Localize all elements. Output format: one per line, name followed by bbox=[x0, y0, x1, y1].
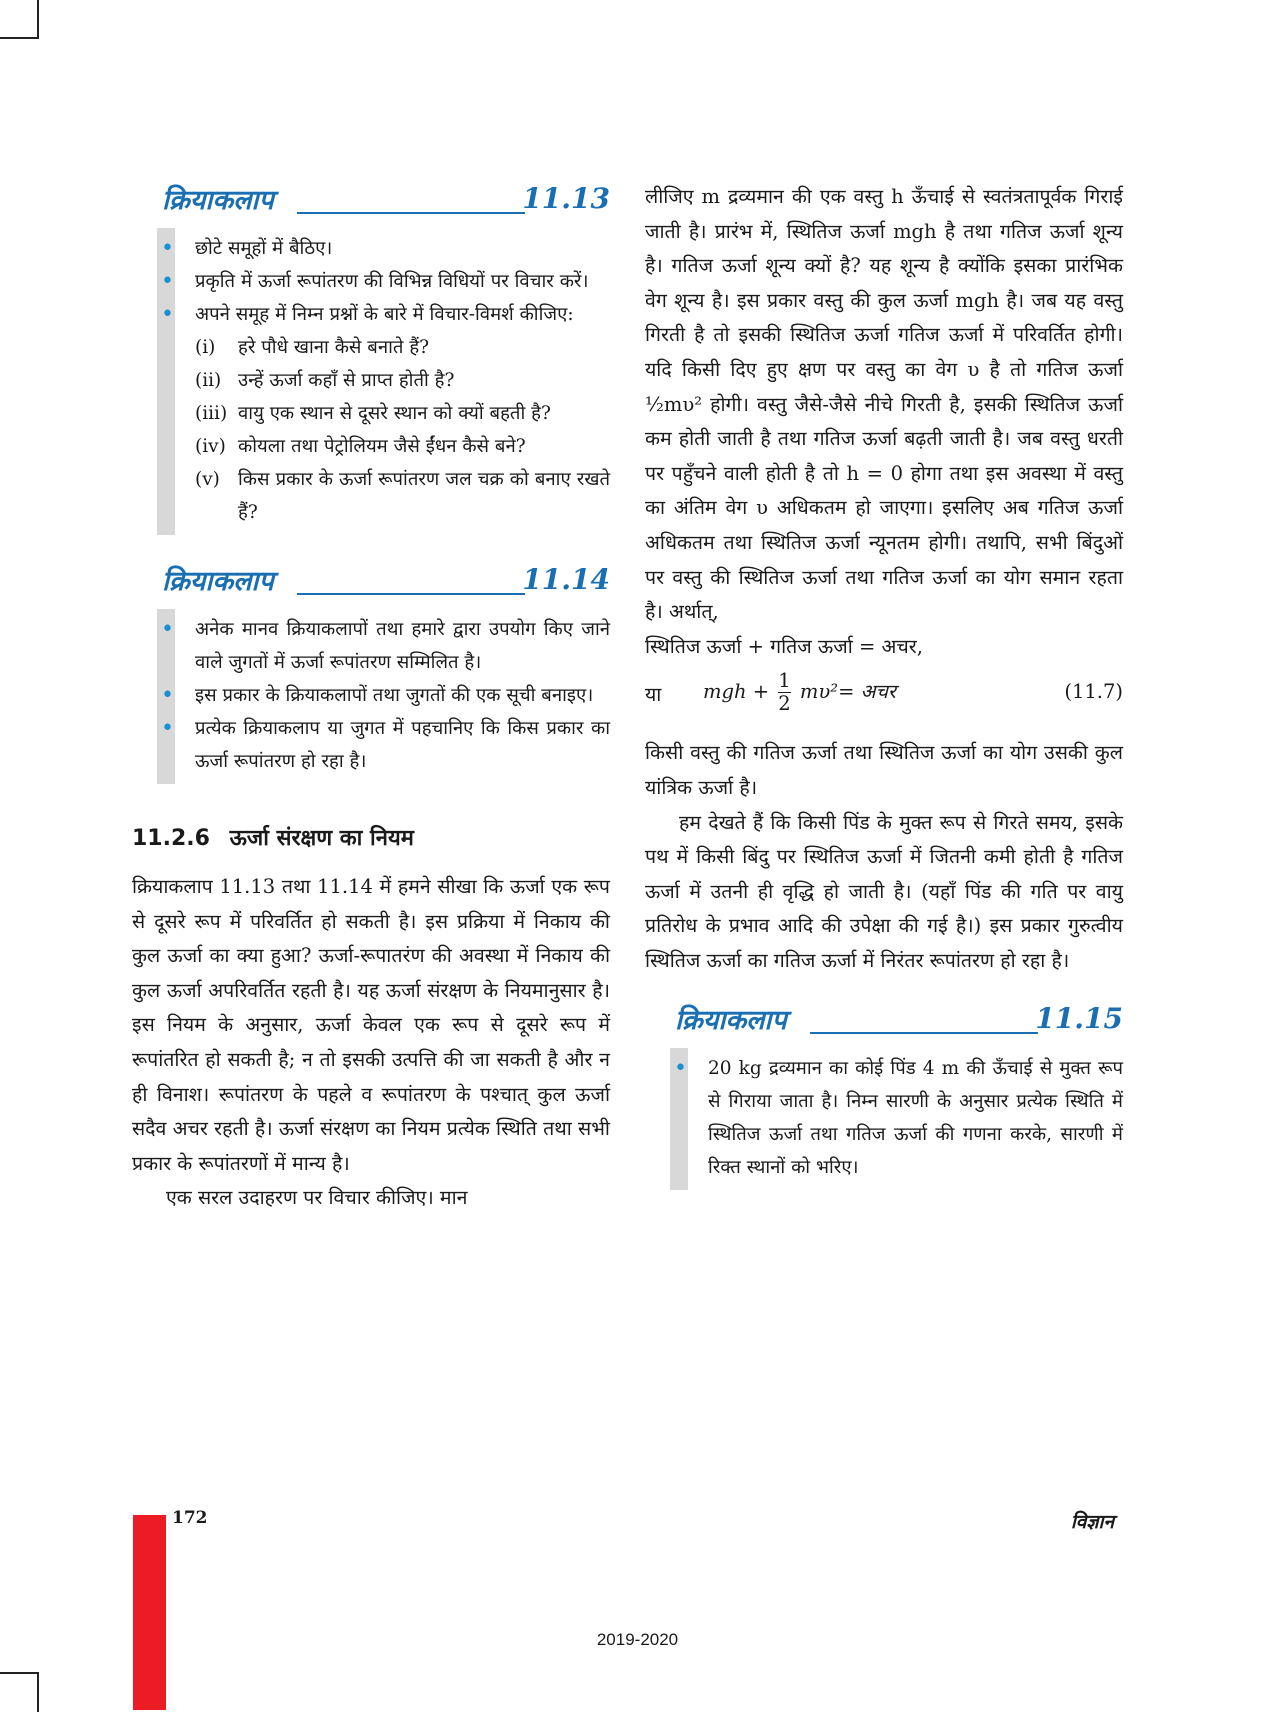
right-column bbox=[645, 180, 1123, 1190]
equation-left: mgh + bbox=[703, 680, 770, 704]
activity-number: 11.14 bbox=[522, 563, 610, 596]
bullet-icon: • bbox=[161, 716, 174, 741]
equation-in-words: स्थितिज ऊर्जा + गतिज ऊर्जा = अचर, bbox=[645, 634, 923, 658]
question-text: कोयला तथा पेट्रोलियम जैसे ईंधन कैसे बने? bbox=[238, 436, 526, 457]
bullet-icon: • bbox=[161, 236, 174, 261]
section-paragraph: एक सरल उदाहरण पर विचार कीजिए। मान bbox=[166, 1186, 468, 1210]
activity-bullet bbox=[161, 232, 610, 265]
question-number: (iii) bbox=[195, 403, 228, 424]
equation-right: mυ²= अचर bbox=[799, 680, 896, 704]
activity-heading-11-13 bbox=[132, 180, 610, 220]
question-text: किस प्रकार के ऊर्जा रूपांतरण जल चक्र को बनाए रखते हैं? bbox=[238, 469, 610, 523]
bullet-text: छोटे समूहों में बैठिए। bbox=[195, 238, 333, 259]
question-item bbox=[195, 463, 610, 529]
activity-rule bbox=[297, 593, 525, 595]
body-paragraph: किसी वस्तु की गतिज ऊर्जा तथा स्थितिज ऊर्जा का योग उसकी कुल यांत्रिक ऊर्जा है। bbox=[645, 741, 1123, 799]
section-title: ऊर्जा संरक्षण का नियम bbox=[229, 826, 414, 851]
equation-body bbox=[703, 670, 896, 715]
activity-number: 11.13 bbox=[522, 182, 610, 215]
fraction-half bbox=[778, 670, 790, 715]
fraction-numerator: 1 bbox=[778, 669, 791, 693]
crop-mark-top-left bbox=[0, 0, 39, 39]
activity-heading-11-15 bbox=[645, 1000, 1123, 1040]
bullet-text: इस प्रकार के क्रियाकलापों तथा जुगतों की एक सूची बनाइए। bbox=[195, 685, 594, 706]
equation-number: (11.7) bbox=[1064, 680, 1123, 704]
activity-box-11-14 bbox=[157, 609, 610, 784]
question-item bbox=[195, 331, 610, 364]
question-number: (ii) bbox=[195, 370, 222, 391]
equation-prefix: या bbox=[645, 683, 662, 707]
question-number: (i) bbox=[195, 337, 216, 358]
bullet-text: अनेक मानव क्रियाकलापों तथा हमारे द्वारा उपयोग किए जाने वाले जुगतों में ऊर्जा रूपांतरण सम्मिलित है। bbox=[195, 619, 610, 673]
question-number: (v) bbox=[195, 469, 220, 490]
bullet-text: अपने समूह में निम्न प्रश्नों के बारे में विचार-विमर्श कीजिए: bbox=[195, 304, 574, 325]
activity-bullet bbox=[161, 298, 610, 331]
section-paragraph: क्रियाकलाप 11.13 तथा 11.14 में हमने सीखा कि ऊर्जा एक रूप से दूसरे रूप में परिवर्तित हो सकती है। इस प्रक्रिया में निकाय की कुल ऊर्जा का क्या हुआ? ऊर्जा-रूपातरंण की अवस्था में निकाय की कुल ऊर्जा अपरिवर्तित रहती है। यह ऊर्जा संरक्षण के नियमानुसार है। इस नियम के अनुसार, ऊर्जा केवल एक रूप से दूसरे रूप में रूपांतरित हो सकती है; न तो इसकी उत्पत्ति की जा सकती है और न ही विनाश। रूपांतरण के पहले व रूपांतरण के पश्चात् कुल ऊर्जा सदैव अचर रहती है। ऊर्जा संरक्षण का नियम प्रत्येक स्थिति तथा सभी प्रकार के रूपांतरणों में मान्य है। bbox=[132, 875, 610, 1175]
bullet-icon: • bbox=[161, 683, 174, 708]
activity-label: क्रियाकलाप bbox=[162, 185, 274, 216]
activity-bullet bbox=[161, 712, 610, 778]
question-list bbox=[195, 331, 610, 529]
activity-bullet bbox=[161, 613, 610, 679]
activity-rule bbox=[810, 1032, 1038, 1034]
bullet-text: प्रत्येक क्रियाकलाप या जुगत में पहचानिए कि किस प्रकार का ऊर्जा रूपांतरण हो रहा है। bbox=[195, 718, 610, 772]
activity-number: 11.15 bbox=[1035, 1002, 1123, 1036]
question-item bbox=[195, 430, 610, 463]
bullet-text: प्रकृति में ऊर्जा रूपांतरण की विभिन्न विधियों पर विचार करें। bbox=[195, 271, 589, 292]
activity-heading-11-14 bbox=[132, 561, 610, 601]
question-number: (iv) bbox=[195, 436, 226, 457]
activity-label: क्रियाकलाप bbox=[162, 566, 274, 597]
bullet-icon: • bbox=[161, 302, 174, 327]
page-number: 172 bbox=[172, 1508, 208, 1528]
question-item bbox=[195, 397, 610, 430]
question-text: उन्हें ऊर्जा कहाँ से प्राप्त होती है? bbox=[238, 370, 455, 391]
activity-bullet bbox=[161, 679, 610, 712]
activity-rule bbox=[297, 212, 525, 214]
question-text: वायु एक स्थान से दूसरे स्थान को क्यों बहती है? bbox=[238, 403, 551, 424]
bullet-icon: • bbox=[161, 269, 174, 294]
activity-box-11-13 bbox=[157, 228, 610, 535]
left-column bbox=[132, 180, 610, 1216]
activity-box-11-15 bbox=[670, 1048, 1123, 1190]
activity-bullet bbox=[674, 1052, 1123, 1184]
fraction-denominator: 2 bbox=[778, 692, 791, 716]
page-tab-marker bbox=[133, 1515, 166, 1710]
body-paragraph: लीजिए m द्रव्यमान की एक वस्तु h ऊँचाई से स्वतंत्रतापूर्वक गिराई जाती है। प्रारंभ में, स्थितिज ऊर्जा mgh है तथा गतिज ऊर्जा शून्य है। गतिज ऊर्जा शून्य क्यों है? यह शून्य है क्योंकि इसका प्रारंभिक वेग शून्य है। इस प्रकार वस्तु की कुल ऊर्जा mgh है। जब यह वस्तु गिरती है तो इसकी स्थितिज ऊर्जा गतिज ऊर्जा में परिवर्तित होगी। यदि किसी दिए हुए क्षण पर वस्तु का वेग υ है तो गतिज ऊर्जा ½mυ² होगी। वस्तु जैसे-जैसे नीचे गिरती है, इसकी स्थितिज ऊर्जा कम होती जाती है तथा गतिज ऊर्जा बढ़ती जाती है। जब वस्तु धरती पर पहुँचने वाली होती है तो h = 0 होगा तथा इस अवस्था में वस्तु का अंतिम वेग υ अधिकतम हो जाएगा। इसलिए अब गतिज ऊर्जा अधिकतम तथा स्थितिज ऊर्जा न्यूनतम होगी। तथापि, सभी बिंदुओं पर वस्तु की स्थितिज ऊर्जा तथा गतिज ऊर्जा का योग समान रहता है। अर्थात्, bbox=[645, 185, 1123, 624]
crop-mark-bottom-left bbox=[0, 1672, 39, 1712]
bullet-text: 20 kg द्रव्यमान का कोई पिंड 4 m की ऊँचाई से मुक्त रूप से गिराया जाता है। निम्न सारणी के अनुसार प्रत्येक स्थिति में स्थितिज ऊर्जा तथा गतिज ऊर्जा की गणना करके, सारणी में रिक्त स्थानों को भरिए। bbox=[708, 1058, 1123, 1179]
edition-year: 2019-2020 bbox=[596, 1630, 679, 1649]
section-heading bbox=[132, 822, 610, 852]
activity-label: क्रियाकलाप bbox=[675, 1005, 787, 1037]
activity-bullet bbox=[161, 265, 610, 298]
book-title: विज्ञान bbox=[1070, 1511, 1114, 1533]
question-text: हरे पौधे खाना कैसे बनाते हैं? bbox=[238, 337, 430, 358]
equation-11-7 bbox=[645, 670, 1123, 730]
bullet-icon: • bbox=[674, 1056, 687, 1082]
section-number: 11.2.6 bbox=[132, 826, 210, 851]
bullet-icon: • bbox=[161, 617, 174, 642]
question-item bbox=[195, 364, 610, 397]
body-paragraph: हम देखते हैं कि किसी पिंड के मुक्त रूप से गिरते समय, इसके पथ में किसी बिंदु पर स्थितिज ऊर्जा में जितनी कमी होती है गतिज ऊर्जा में उतनी ही वृद्धि हो जाती है। (यहाँ पिंड की गति पर वायु प्रतिरोध के प्रभाव आदि की उपेक्षा की गई है।) इस प्रकार गुरुत्वीय स्थितिज ऊर्जा का गतिज ऊर्जा में निरंतर रूपांतरण हो रहा है। bbox=[645, 810, 1123, 972]
